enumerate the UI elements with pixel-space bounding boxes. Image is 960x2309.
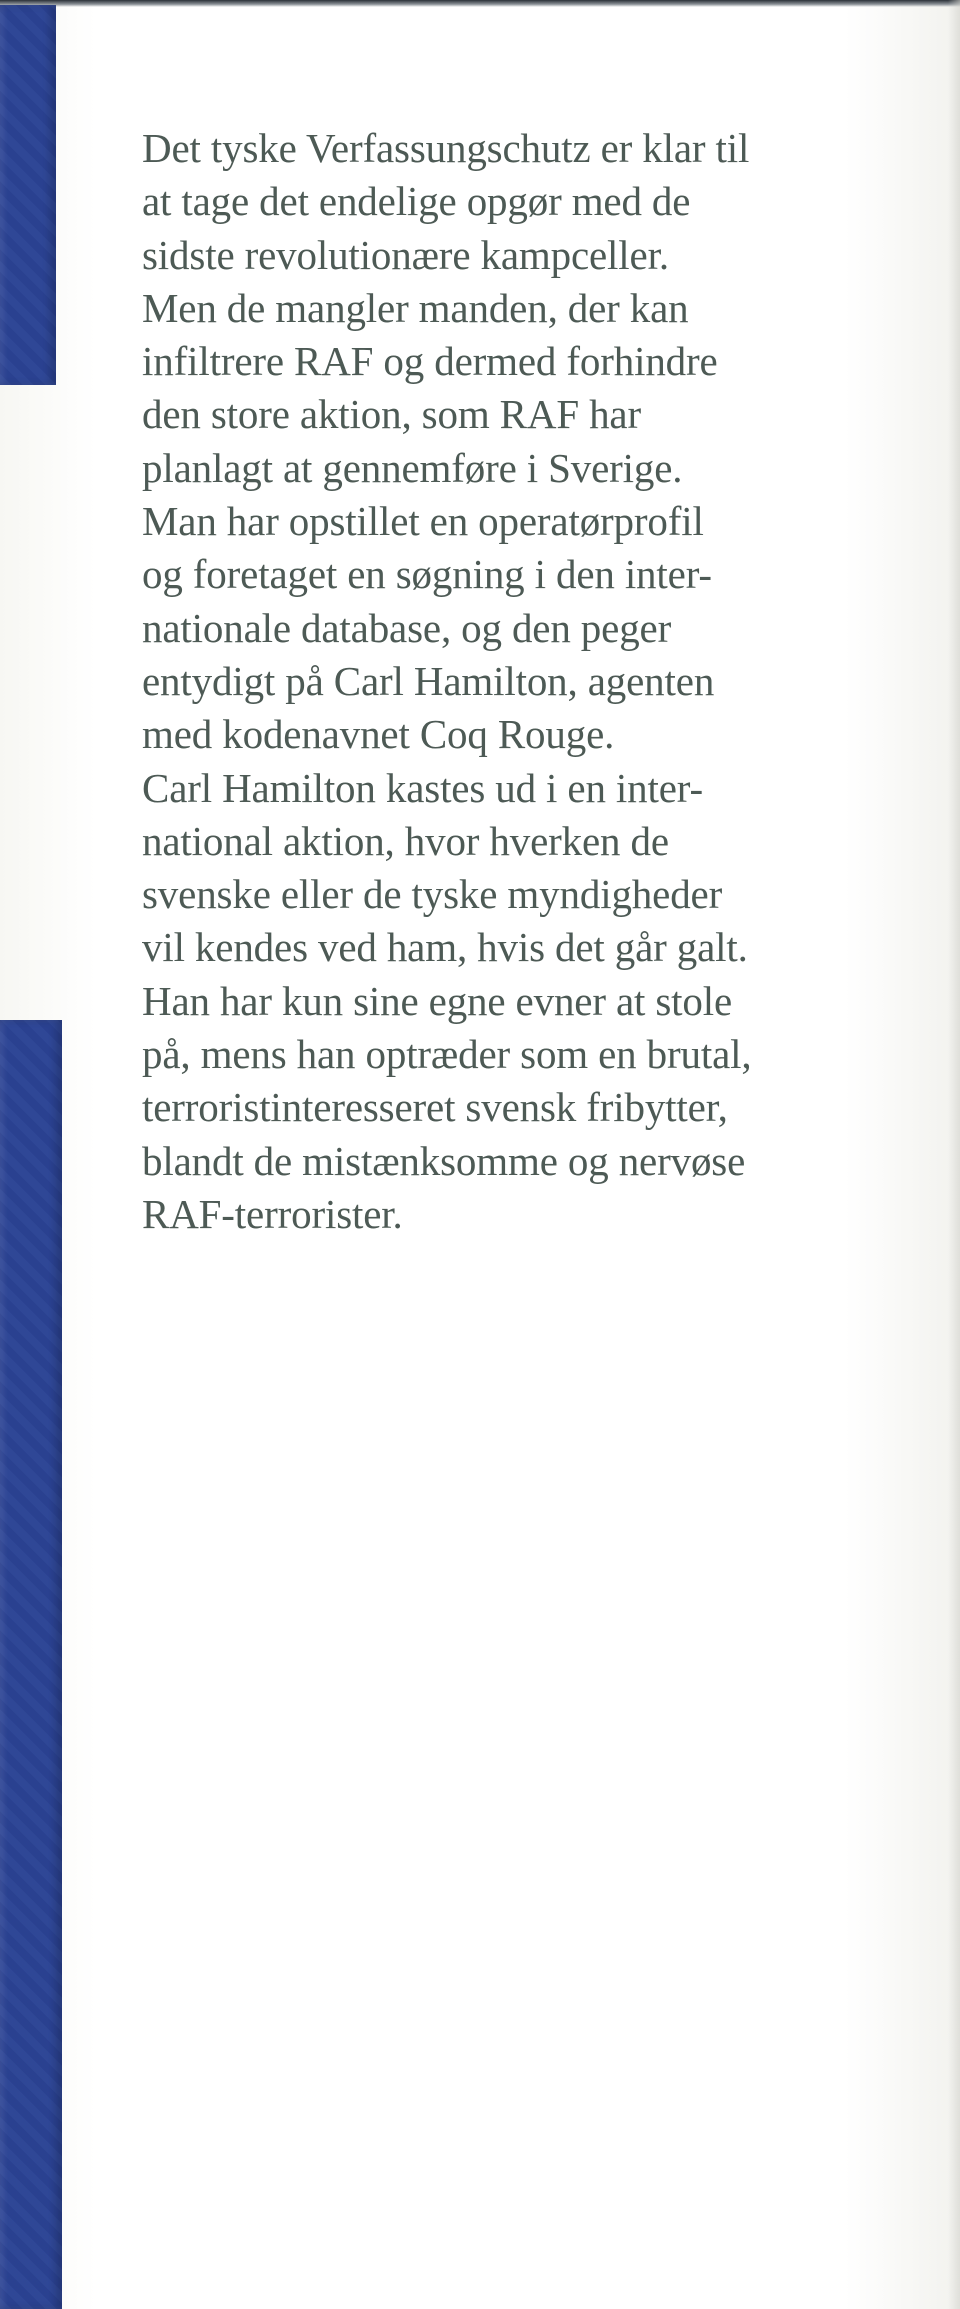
blurb-line: infiltrere RAF og dermed forhindre: [142, 338, 718, 385]
blurb-line: planlagt at gennemføre i Sverige.: [142, 444, 683, 491]
blurb-line: med kodenavnet Coq Rouge.: [142, 711, 615, 758]
page-edge-shadow: [948, 0, 960, 2309]
spine-band-bottom: [0, 1020, 62, 2309]
blurb-line: at tage det endelige opgør med de: [142, 178, 691, 225]
blurb-line: RAF-terrorister.: [142, 1190, 403, 1237]
blurb-line: svenske eller de tyske myndigheder: [142, 871, 723, 918]
spine-band-top: [0, 5, 56, 385]
blurb-line: terroristinteresseret svensk fribytter,: [142, 1084, 728, 1131]
blurb-line: Carl Hamilton kastes ud i en inter-: [142, 764, 703, 811]
blurb-text: [142, 122, 862, 1241]
blurb-line: og foretaget en søgning i den inter-: [142, 551, 712, 598]
blurb-line: entydigt på Carl Hamilton, agenten: [142, 657, 715, 704]
blurb-line: blandt de mistænksomme og nervøse: [142, 1137, 746, 1184]
blurb-line: Det tyske Verfassungschutz er klar til: [142, 125, 750, 171]
blurb-line: på, mens han optræder som en brutal,: [142, 1031, 752, 1078]
blurb-line: Man har opstillet en operatørprofil: [142, 498, 704, 545]
blurb-line: den store aktion, som RAF har: [142, 391, 641, 438]
blurb-line: national aktion, hvor hverken de: [142, 817, 669, 864]
blurb-line: Han har kun sine egne evner at stole: [142, 977, 733, 1024]
blurb-line: Men de mangler manden, der kan: [142, 284, 689, 331]
top-edge: [0, 0, 960, 7]
blurb-line: sidste revolutionære kampceller.: [142, 231, 669, 278]
blurb-line: nationale database, og den peger: [142, 604, 672, 651]
blurb-line: vil kendes ved ham, hvis det går galt.: [142, 924, 748, 971]
